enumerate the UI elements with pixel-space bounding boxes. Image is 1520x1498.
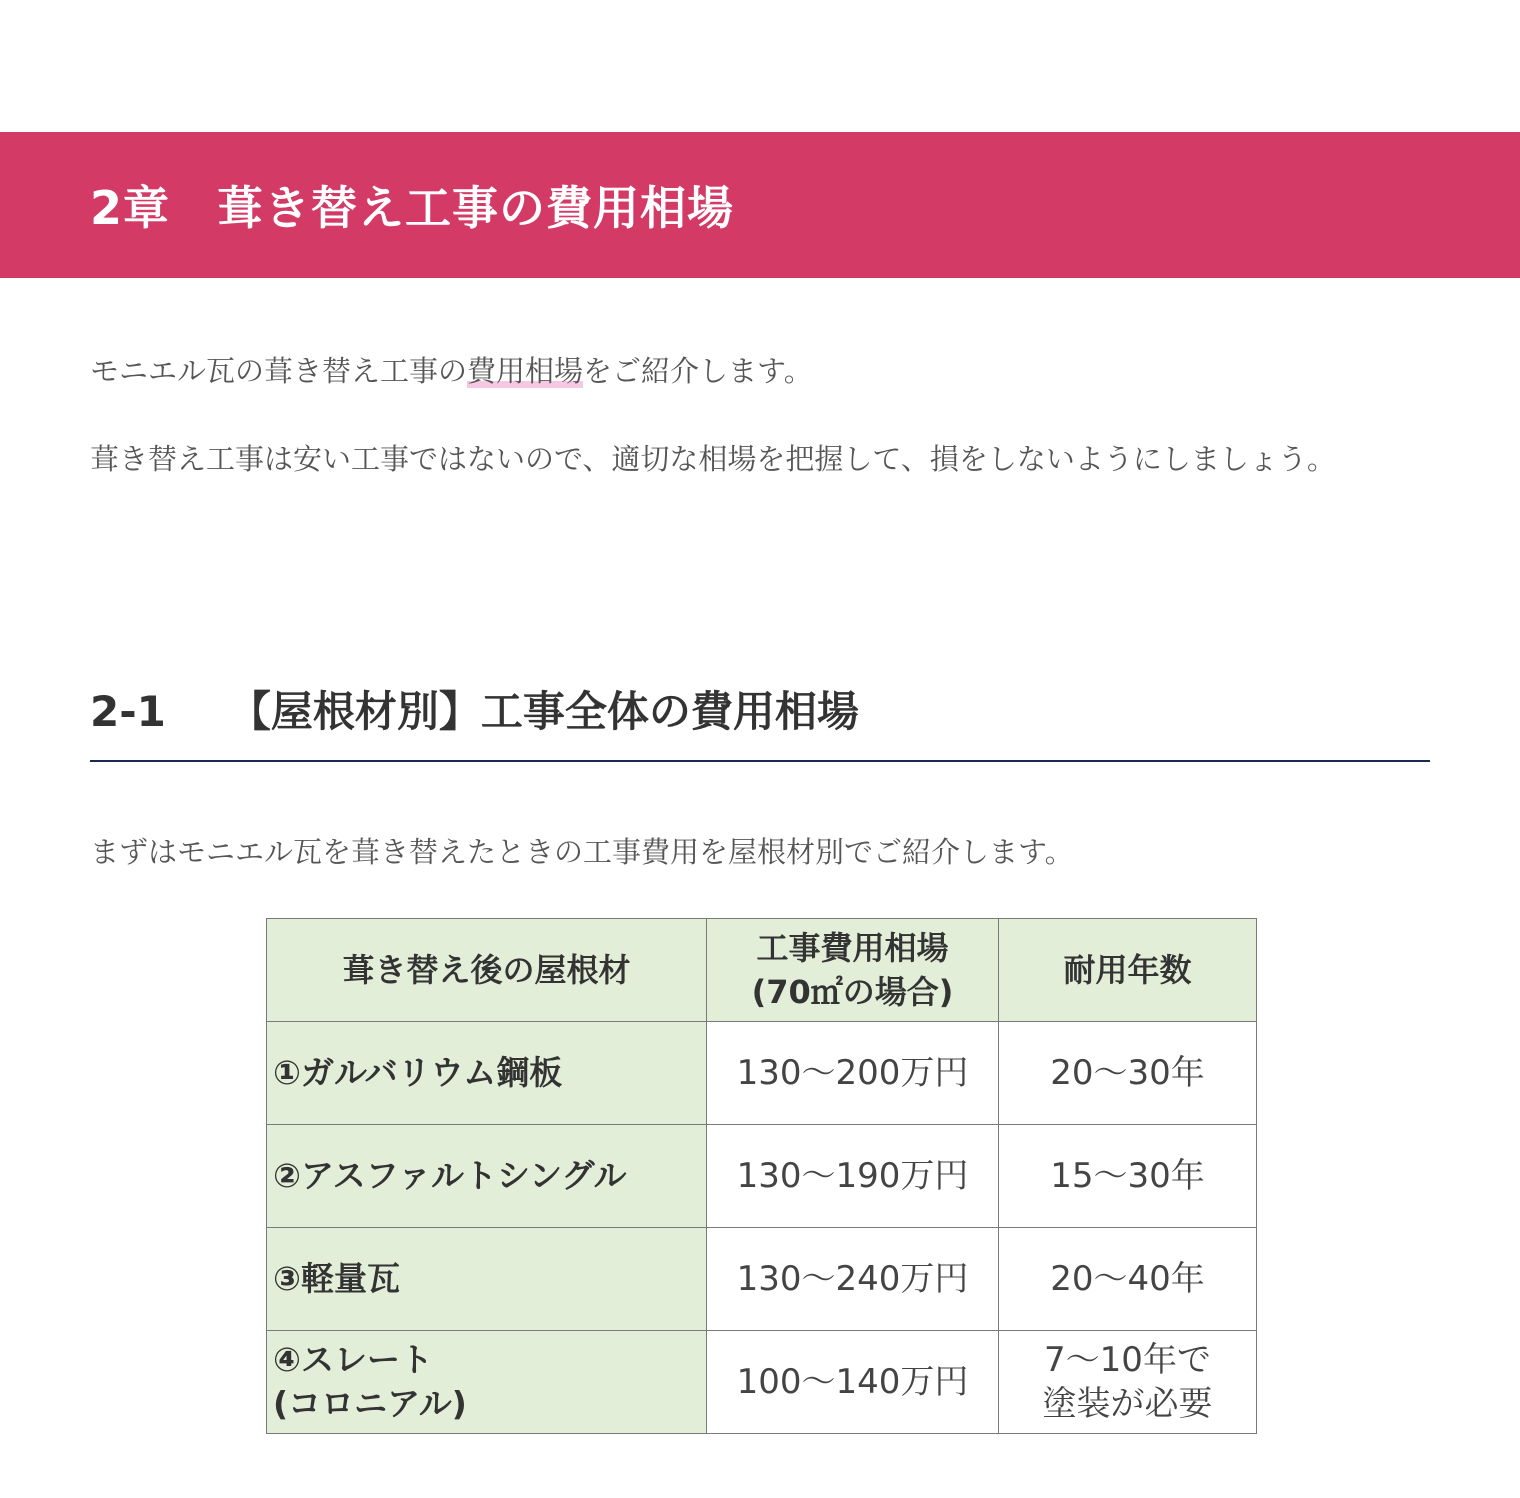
- intro-text: モニエル瓦の葺き替え工事の: [90, 354, 468, 388]
- cell-cost: 130～190万円: [707, 1125, 999, 1228]
- table-row: [267, 1331, 1257, 1434]
- cell-lifespan: 15～30年: [999, 1125, 1257, 1228]
- header-cost: 工事費用相場 (70㎡の場合): [707, 919, 999, 1022]
- table-row: [267, 1022, 1257, 1125]
- header-lifespan: 耐用年数: [999, 919, 1257, 1022]
- table-row: [267, 1228, 1257, 1331]
- section-lead: まずはモニエル瓦を葺き替えたときの工事費用を屋根材別でご紹介します。: [90, 835, 1074, 869]
- cell-material: ③軽量瓦: [267, 1228, 707, 1331]
- table-header-row: [267, 919, 1257, 1022]
- section-heading-text: 2-1 【屋根材別】工事全体の費用相場: [90, 687, 859, 736]
- intro-paragraph-1: [90, 343, 1430, 399]
- cell-material: ②アスファルトシングル: [267, 1125, 707, 1228]
- cell-lifespan: 20～40年: [999, 1228, 1257, 1331]
- section-heading: [90, 682, 1430, 762]
- chapter-title: 2章 葺き替え工事の費用相場: [90, 181, 735, 235]
- table-row: [267, 1125, 1257, 1228]
- intro-text: をご紹介します。: [583, 354, 813, 388]
- cell-cost: 130～240万円: [707, 1228, 999, 1331]
- cell-material: ④スレート (コロニアル): [267, 1331, 707, 1434]
- cost-table-image: [266, 918, 1257, 1434]
- cost-table: [266, 918, 1257, 1434]
- cell-material: ①ガルバリウム鋼板: [267, 1022, 707, 1125]
- cell-lifespan: 7～10年で 塗装が必要: [999, 1331, 1257, 1434]
- chapter-banner: [0, 132, 1520, 278]
- intro-paragraph-2: 葺き替え工事は安い工事ではないので、適切な相場を把握して、損をしないようにしましょう。: [90, 442, 1336, 476]
- cell-lifespan: 20～30年: [999, 1022, 1257, 1125]
- cell-cost: 100～140万円: [707, 1331, 999, 1434]
- header-material: 葺き替え後の屋根材: [267, 919, 707, 1022]
- cell-cost: 130～200万円: [707, 1022, 999, 1125]
- highlighted-keyword: 費用相場: [467, 354, 584, 388]
